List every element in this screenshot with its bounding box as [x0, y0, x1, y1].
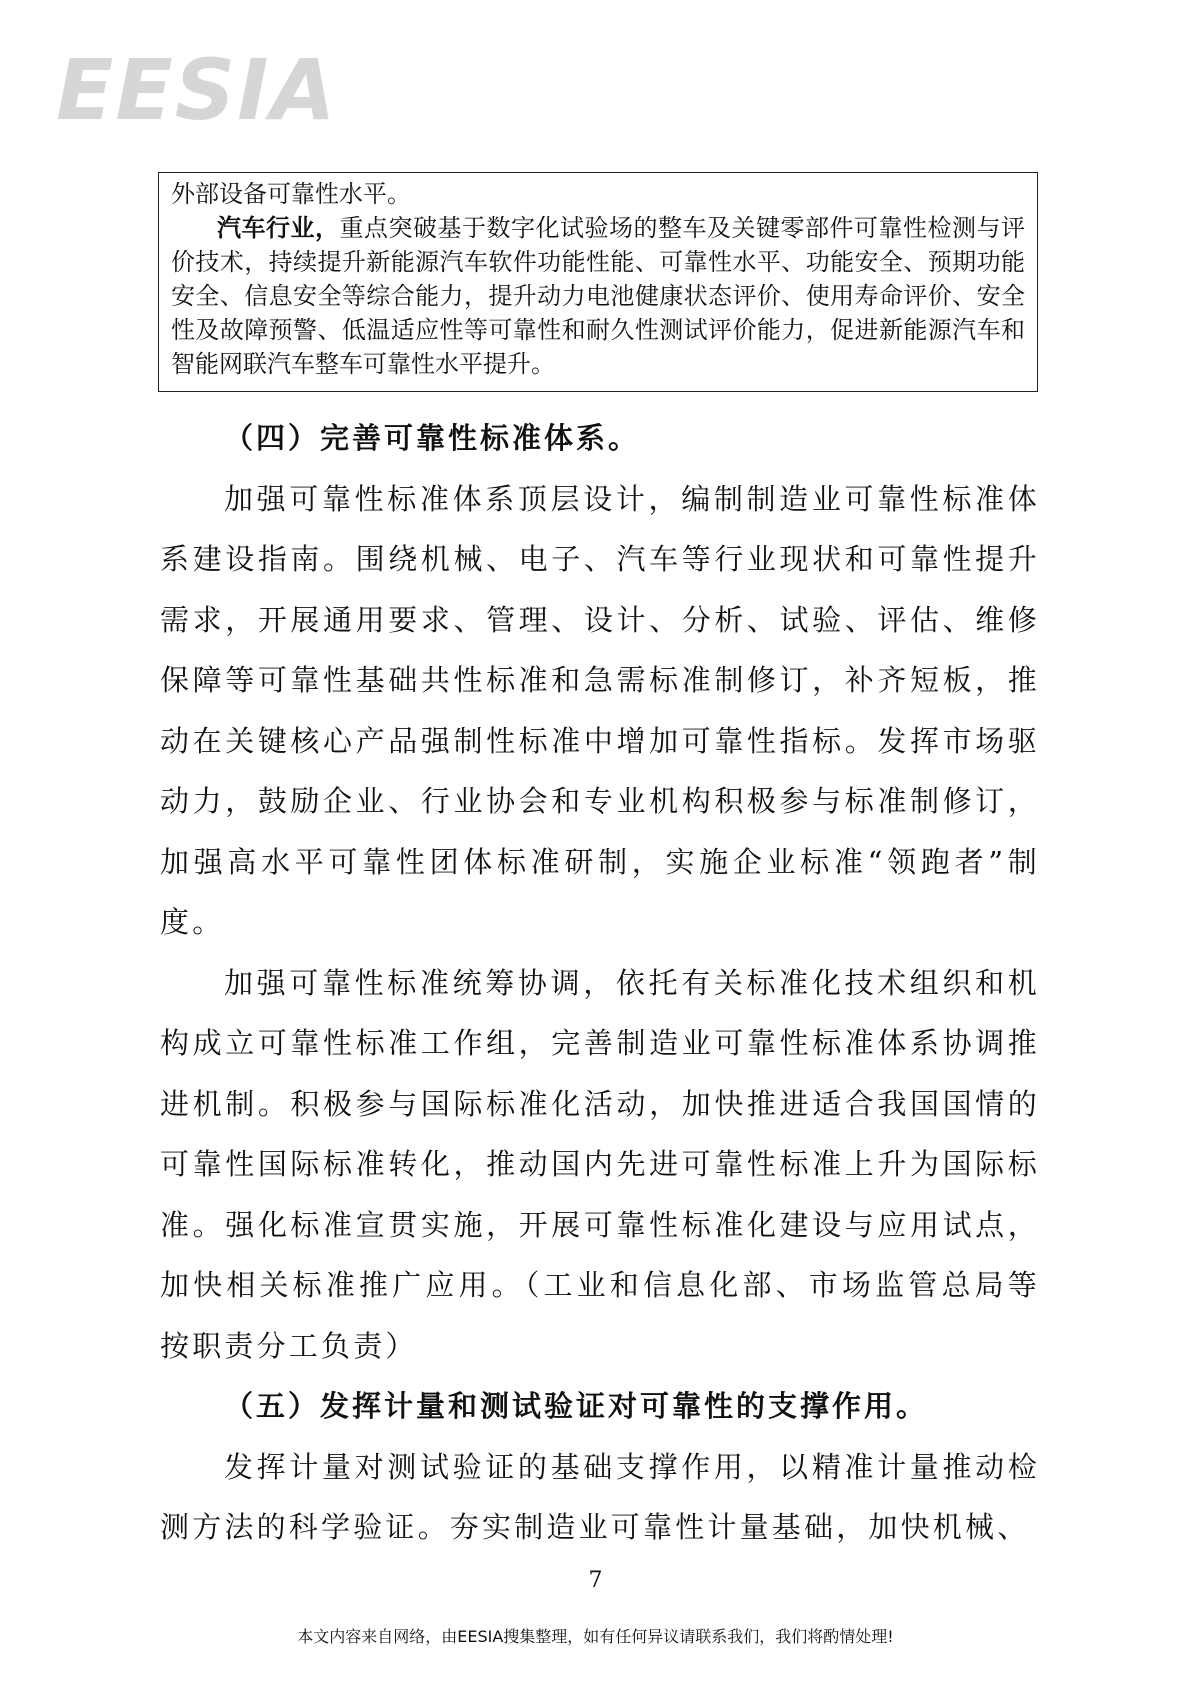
section-4-paragraph-2: 加强可靠性标准统筹协调，依托有关标准化技术组织和机构成立可靠性标准工作组，完善制造业可靠性标准体系协调推进机制。积极参与国际标准化活动，加快推进适合我国国情的可靠性国际标准转化，推动国内先进可靠性标准上升为国际标准。强化标准宣贯实施，开展可靠性标准化建设与应用试点，加快相关标准推广应用。（工业和信息化部、市场监管总局等按职责分工负责） [160, 965, 1040, 1363]
footer-disclaimer: 本文内容来自网络，由EESIA搜集整理，如有任何异议请联系我们，我们将酌情处理! [297, 1627, 894, 1646]
section-heading-5: （五）发挥计量和测试验证对可靠性的支撑作用。 [224, 1389, 929, 1423]
page-number: 7 [588, 1568, 603, 1593]
section-5-paragraph-1: 发挥计量对测试验证的基础支撑作用，以精准计量推动检测方法的科学验证。夯实制造业可靠性计量基础，加快机械、 [160, 1449, 1040, 1544]
highlight-box [158, 172, 1038, 392]
eesia-logo: EESIA [56, 41, 338, 139]
box-paragraph-text: 重点突破基于数字化试验场的整车及关键零部件可靠性检测与评价技术，持续提升新能源汽车软件功能性能、可靠性水平、功能安全、预期功能安全、信息安全等综合能力，提升动力电池健康状态评价、使用寿命评价、安全性及故障预警、低温适应性等可靠性和耐久性测试评价能力，促进新能源汽车和智能网联汽车整车可靠性水平提升。 [171, 214, 1025, 378]
main-content [160, 408, 1040, 1558]
box-paragraph-automotive [171, 211, 1025, 381]
section-heading-4: （四）完善可靠性标准体系。 [224, 421, 641, 455]
box-bold-lead: 汽车行业， [217, 213, 340, 242]
box-line: 外部设备可靠性水平。 [171, 180, 411, 208]
section-4-paragraph-1: 加强可靠性标准体系顶层设计，编制制造业可靠性标准体系建设指南。围绕机械、电子、汽车等行业现状和可靠性提升需求，开展通用要求、管理、设计、分析、试验、评估、维修保障等可靠性基础共性标准和急需标准制修订，补齐短板，推动在关键核心产品强制性标准中增加可靠性指标。发挥市场驱动力，鼓励企业、行业协会和专业机构积极参与标准制修订，加强高水平可靠性团体标准研制，实施企业标准“领跑者”制度。 [160, 481, 1040, 939]
